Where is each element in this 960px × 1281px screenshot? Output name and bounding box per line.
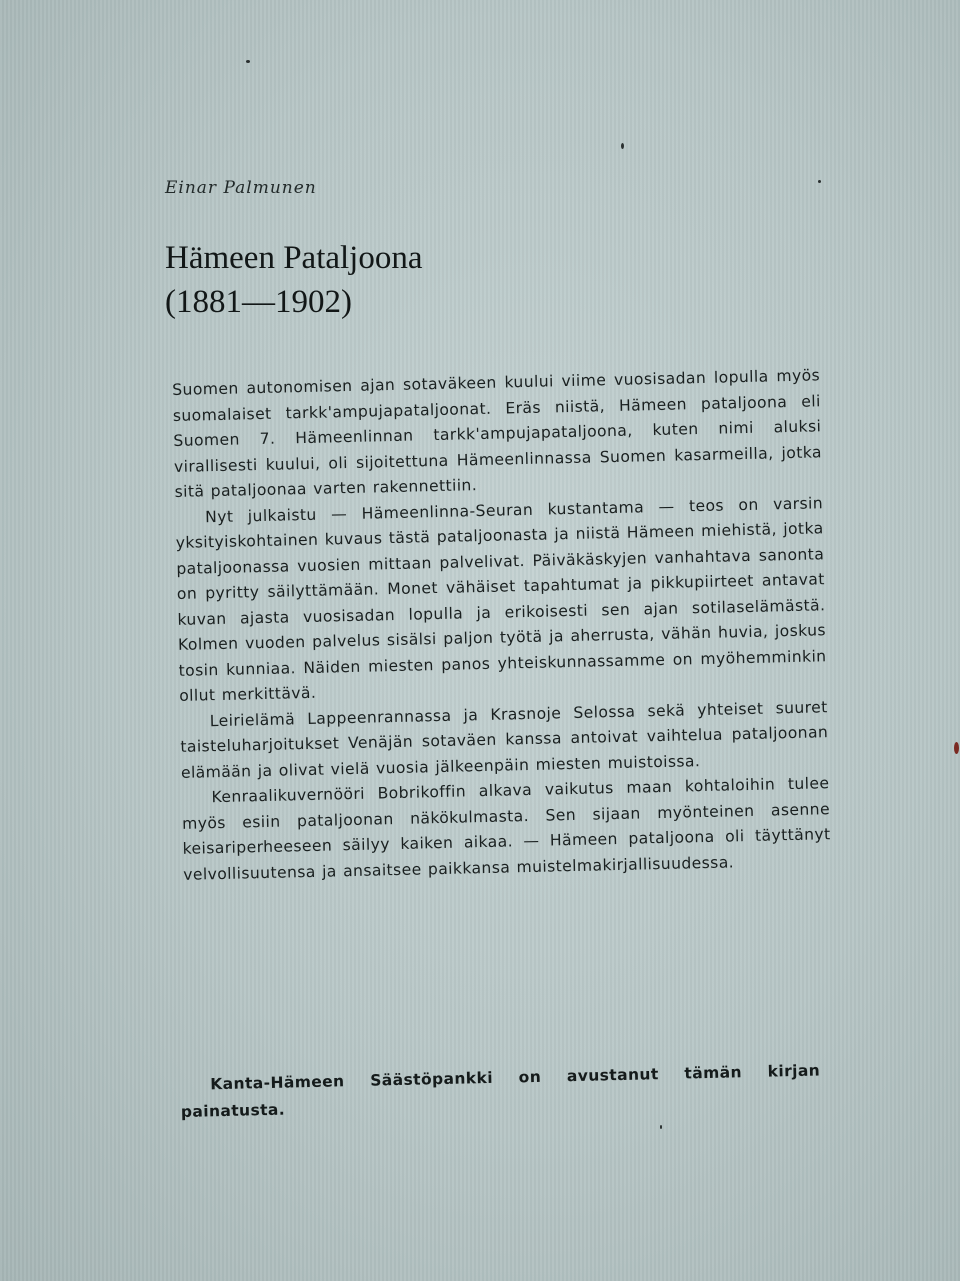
- sponsor-note: Kanta-Hämeen Säästöpankki on avustanut tämän kirjan painatusta.: [180, 1061, 821, 1121]
- paper-speck: [660, 1125, 662, 1129]
- paragraph-3: Leirielämä Lappeenrannassa ja Krasnoje Selossa sekä yhteiset suuret taisteluharjoitukset Venäjän sotaväen kanssa antoivat vaihtelua pataljoonan elämään ja olivat vielä vuosia jälkeenpäin miesten muistoissa.: [180, 697, 829, 782]
- paper-speck: [818, 180, 821, 183]
- paper-speck-red: [954, 742, 959, 754]
- paragraph-2: Nyt julkaistu — Hämeenlinna-Seuran kustantama — teos on varsin yksityiskohtainen kuvaus tästä pataljoonasta ja niistä Hämeen miehistä, jotka pataljoonassa vuosien mittaan palvelivat. Päiväkäskyjen vanhahtava sanonta on pyritty säilyttämään. Monet vähäiset tapahtumat ja pikkupiirteet antavat kuvan ajasta vuosisadan lopulla ja erikoisesti sen ajan sotilaselämästä. Kolmen vuoden palvelus sisälsi paljon työtä ja aherrusta, vähän huvia, joskus tosin kunniaa. Näiden miesten panos yhteiskunnassamme on myöhemminkin ollut merkittävä.: [175, 493, 827, 705]
- paper-speck: [621, 143, 624, 149]
- paragraph-4: Kenraalikuvernööri Bobrikoffin alkava vaikutus maan kohtaloihin tulee myös esiin pataljoonan näkökulmasta. Sen sijaan myönteinen asenne keisariperheeseen säilyy kaiken aikaa. — Hämeen pataljoona oli täyttänyt velvollisuutensa ja ansaitsee paikkansa muistelmakirjallisuudessa.: [181, 774, 831, 884]
- author-name: Einar Palmunen: [165, 178, 317, 198]
- paragraph-1: Suomen autonomisen ajan sotaväkeen kuului viime vuosisadan lopulla myös suomalaiset tarkk'ampujapataljoonat. Eräs niistä, Hämeen pataljoona eli Suomen 7. Hämeenlinnan tarkk'ampujapataljoona, kuten nimi aluksi virallisesti kuului, oli sijoitettuna Hämeenlinnassa Suomen kasarmeilla, jotka sitä pataljoonaa varten rakennettiin.: [172, 366, 823, 501]
- description-text: [172, 363, 831, 888]
- book-title: [165, 236, 423, 324]
- book-title-line-2: (1881—1902): [165, 284, 352, 320]
- book-title-line-1: Hämeen Pataljoona: [165, 240, 423, 276]
- paper-speck: [246, 60, 250, 63]
